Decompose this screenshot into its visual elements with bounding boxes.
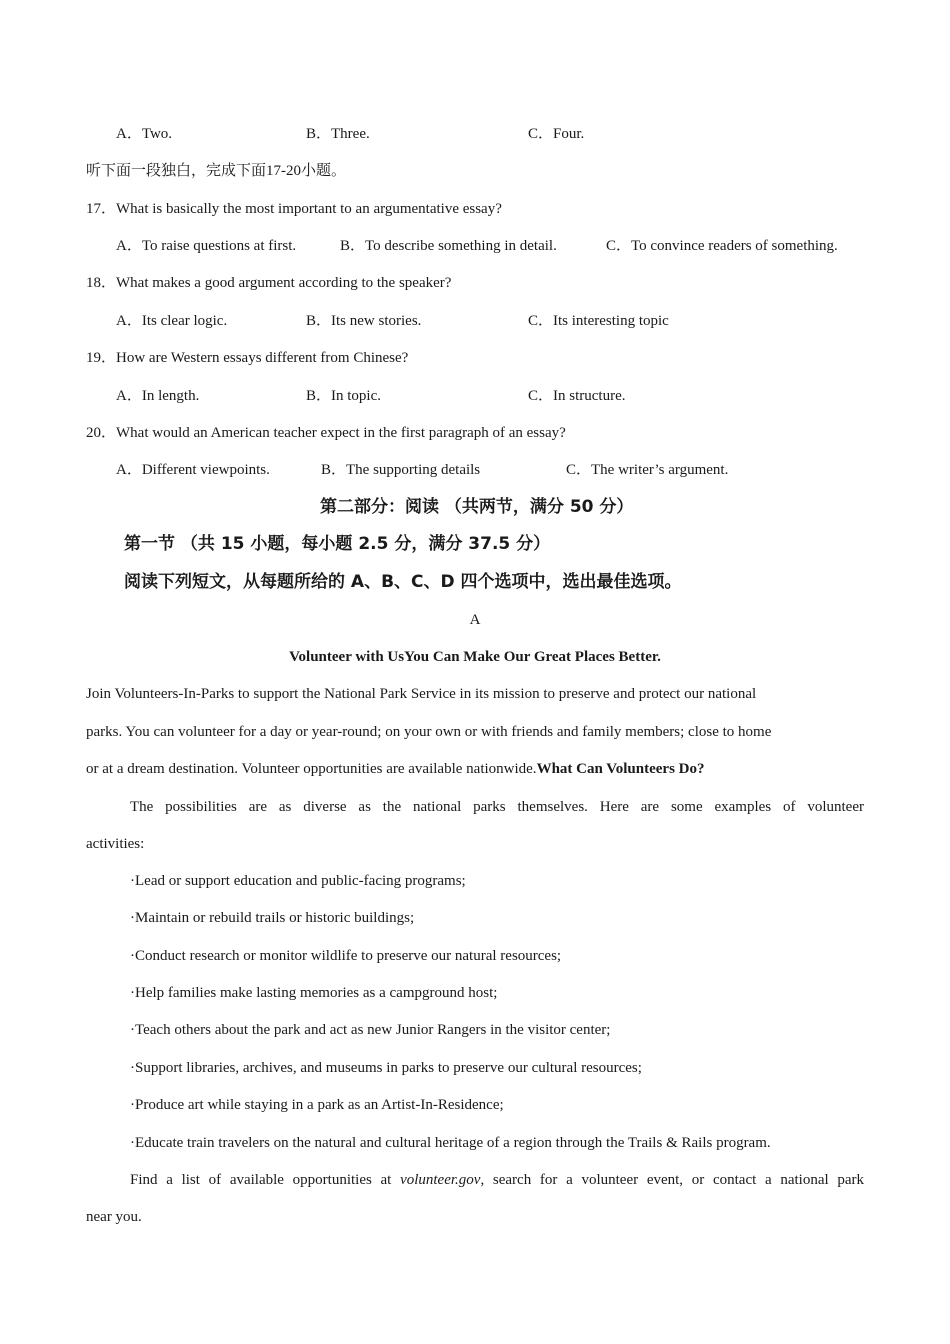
option-c: C．To convince readers of something.: [606, 238, 838, 254]
list-item: ·Educate train travelers on the natural and cultural heritage of a region through the Trails & Rails program.: [130, 1135, 771, 1151]
closing-line-2: near you.: [86, 1209, 142, 1225]
option-b: B．Its new stories.: [306, 313, 422, 329]
passage-letter: A: [469, 612, 481, 628]
question-stem: 19．How are Western essays different from Chinese?: [86, 350, 409, 366]
closing-line: [130, 1170, 864, 1190]
question-stem: 20．What would an American teacher expect in the first paragraph of an essay?: [86, 425, 566, 441]
option-b: B．The supporting details: [321, 462, 481, 478]
option-a: A．To raise questions at first.: [116, 238, 297, 254]
subheading: What Can Volunteers Do?: [536, 761, 705, 777]
question-stem: 18．What makes a good argument according to the speaker?: [86, 275, 452, 291]
option-b: B．Three.: [306, 126, 370, 142]
volunteer-link[interactable]: volunteer.gov: [400, 1172, 481, 1188]
section1-title: 第一节 （共 15 小题，每小题 2.5 分，满分 37.5 分）: [124, 534, 551, 554]
list-item: ·Support libraries, archives, and museums in parks to preserve our cultural resources;: [130, 1060, 642, 1076]
closing-prefix: Find a list of available opportunities at: [130, 1172, 401, 1188]
paragraph-1-line: Join Volunteers-In-Parks to support the National Park Service in its mission to preserve and protect our national: [86, 686, 757, 702]
option-b: B．To describe something in detail.: [340, 238, 557, 254]
section1-instruction: 阅读下列短文，从每题所给的 A、B、C、D 四个选项中，选出最佳选项。: [124, 572, 682, 592]
paragraph-1-line: parks. You can volunteer for a day or year-round; on your own or with friends and family members; close to home: [86, 724, 772, 740]
question-stem: 17．What is basically the most important to an argumentative essay?: [86, 201, 502, 217]
paragraph-2-line: activities:: [86, 836, 145, 852]
option-a: A．Two.: [116, 126, 173, 142]
list-item: ·Conduct research or monitor wildlife to preserve our natural resources;: [130, 948, 562, 964]
option-a: A．Its clear logic.: [116, 313, 228, 329]
part2-title: 第二部分：阅读 （共两节，满分 50 分）: [320, 497, 634, 517]
option-c: C．Its interesting topic: [528, 313, 669, 329]
option-c: C．Four.: [528, 126, 585, 142]
instruction-17-20: 听下面一段独白，完成下面17-20小题。: [86, 163, 346, 179]
option-a: A．Different viewpoints.: [116, 462, 270, 478]
list-item: ·Help families make lasting memories as a campground host;: [130, 985, 498, 1001]
passage-title: Volunteer with UsYou Can Make Our Great Places Better.: [289, 649, 661, 665]
closing-suffix: , search for a volunteer event, or contact a national park: [480, 1172, 865, 1188]
list-item: ·Maintain or rebuild trails or historic buildings;: [130, 910, 415, 926]
option-c: C．The writer’s argument.: [566, 462, 729, 478]
paragraph-1-line: [86, 759, 705, 779]
option-c: C．In structure.: [528, 388, 626, 404]
option-a: A．In length.: [116, 388, 200, 404]
option-b: B．In topic.: [306, 388, 381, 404]
list-item: ·Produce art while staying in a park as an Artist-In-Residence;: [130, 1097, 504, 1113]
list-item: ·Lead or support education and public-facing programs;: [130, 873, 466, 889]
paragraph-1-text: or at a dream destination. Volunteer opportunities are available nationwide.: [86, 761, 537, 777]
paragraph-2-line: The possibilities are as diverse as the national parks themselves. Here are some examples of volunteer: [130, 799, 864, 815]
list-item: ·Teach others about the park and act as new Junior Rangers in the visitor center;: [130, 1022, 611, 1038]
